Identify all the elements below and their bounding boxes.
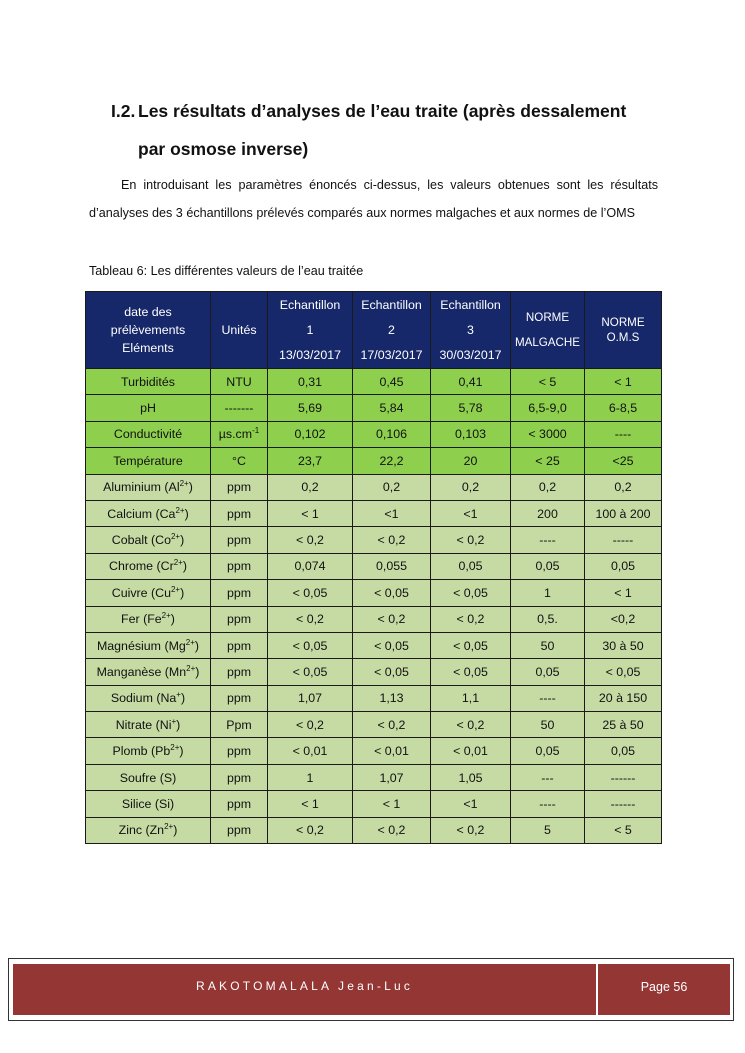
cell-norme-malgache: 200 xyxy=(511,500,585,526)
header-sample-3-date: 30/03/2017 xyxy=(439,347,502,362)
header-sample-2-number: 2 xyxy=(388,322,395,337)
table-row xyxy=(86,791,662,817)
unit-text: ppm xyxy=(226,612,252,627)
cell-norme-malgache: --- xyxy=(511,764,585,790)
cell-norme-malgache: ---- xyxy=(511,791,585,817)
cell-unit xyxy=(211,421,268,447)
cell-norme-oms: 6-8,5 xyxy=(585,395,662,421)
header-elements xyxy=(86,292,211,369)
unit-text: ppm xyxy=(226,506,252,521)
cell-norme-malgache: 0,05 xyxy=(511,738,585,764)
cell-norme-oms: ----- xyxy=(585,527,662,553)
cell-norme-malgache: ---- xyxy=(511,527,585,553)
cell-sample-2: <1 xyxy=(353,500,431,526)
table-row xyxy=(86,817,662,843)
element-charge: + xyxy=(171,716,177,726)
unit-text: ppm xyxy=(226,533,252,548)
element-close-paren: ) xyxy=(170,612,175,627)
header-sample-1 xyxy=(268,292,353,369)
cell-sample-2: < 0,05 xyxy=(353,659,431,685)
element-name: Fer (Fe xyxy=(121,612,162,627)
unit-text: ppm xyxy=(226,770,252,785)
cell-element xyxy=(86,580,211,606)
cell-sample-3: < 0,2 xyxy=(431,606,511,632)
cell-sample-2: 1,07 xyxy=(353,764,431,790)
cell-element xyxy=(86,553,211,579)
cell-sample-1: < 1 xyxy=(268,791,353,817)
cell-norme-malgache: 0,5. xyxy=(511,606,585,632)
header-norme-malgache xyxy=(511,292,585,369)
cell-sample-1: < 0,2 xyxy=(268,606,353,632)
cell-sample-1: 0,31 xyxy=(268,369,353,395)
cell-sample-3: <1 xyxy=(431,791,511,817)
cell-sample-2: 1,13 xyxy=(353,685,431,711)
table-row xyxy=(86,369,662,395)
cell-sample-3: < 0,01 xyxy=(431,738,511,764)
cell-norme-malgache: 50 xyxy=(511,712,585,738)
header-sample-2 xyxy=(353,292,431,369)
cell-sample-3: < 0,2 xyxy=(431,712,511,738)
element-charge: 2+ xyxy=(170,584,181,594)
cell-element xyxy=(86,448,211,474)
cell-element xyxy=(86,685,211,711)
element-close-paren: ) xyxy=(180,585,185,600)
cell-unit xyxy=(211,632,268,658)
unit-text: Ppm xyxy=(226,717,252,732)
header-norme-oms xyxy=(585,292,662,369)
cell-unit xyxy=(211,817,268,843)
cell-sample-3: 0,2 xyxy=(431,474,511,500)
header-sample-1-number: 1 xyxy=(306,322,314,337)
header-sample-1-label: Echantillon xyxy=(279,297,341,312)
cell-element xyxy=(86,738,211,764)
cell-sample-2: 5,84 xyxy=(353,395,431,421)
element-charge: 2+ xyxy=(170,743,180,753)
element-name: pH xyxy=(140,401,156,416)
cell-sample-2: < 0,2 xyxy=(353,606,431,632)
element-close-paren: ) xyxy=(179,744,184,759)
cell-element xyxy=(86,791,211,817)
cell-sample-3: 1,05 xyxy=(431,764,511,790)
cell-unit xyxy=(211,791,268,817)
cell-sample-3: 0,05 xyxy=(431,553,511,579)
cell-unit xyxy=(211,553,268,579)
cell-unit xyxy=(211,659,268,685)
element-name: Plomb (Pb xyxy=(112,744,171,759)
cell-norme-malgache: 0,05 xyxy=(511,659,585,685)
cell-unit xyxy=(211,712,268,738)
section-title-part1: Les résultats d’analyses de l’eau traite (après dessalement xyxy=(138,101,627,121)
element-name: Magnésium (Mg xyxy=(96,638,186,653)
cell-element xyxy=(86,500,211,526)
cell-sample-1: 0,074 xyxy=(268,553,353,579)
cell-norme-malgache: < 3000 xyxy=(511,421,585,447)
cell-norme-malgache: < 5 xyxy=(511,369,585,395)
element-name: Zinc (Zn xyxy=(118,823,165,838)
cell-sample-2: 0,45 xyxy=(353,369,431,395)
cell-element xyxy=(86,632,211,658)
table-row xyxy=(86,474,662,500)
header-sample-3 xyxy=(431,292,511,369)
cell-sample-2: < 0,01 xyxy=(353,738,431,764)
cell-element xyxy=(86,474,211,500)
cell-norme-malgache: 1 xyxy=(511,580,585,606)
element-charge: 2+ xyxy=(170,532,181,542)
cell-element xyxy=(86,395,211,421)
cell-unit xyxy=(211,738,268,764)
table-row xyxy=(86,659,662,685)
table-row xyxy=(86,527,662,553)
cell-sample-3: < 0,05 xyxy=(431,580,511,606)
footer-page-number: Page 56 xyxy=(598,964,730,1015)
cell-norme-oms: 30 à 50 xyxy=(585,632,662,658)
element-name: Nitrate (Ni xyxy=(115,717,172,732)
cell-norme-malgache: ---- xyxy=(511,685,585,711)
element-charge: 2+ xyxy=(173,558,183,568)
header-sample-3-number: 3 xyxy=(467,322,474,337)
table-row xyxy=(86,553,662,579)
cell-element xyxy=(86,527,211,553)
cell-sample-1: 5,69 xyxy=(268,395,353,421)
header-norme-oms-line2: O.M.S xyxy=(606,331,640,344)
unit-text: ppm xyxy=(226,691,252,706)
cell-norme-oms: 0,05 xyxy=(585,553,662,579)
element-name: Chrome (Cr xyxy=(109,559,174,574)
section-number: I.2. xyxy=(111,101,136,121)
element-close-paren: ) xyxy=(173,823,178,838)
element-close-paren: ) xyxy=(188,480,193,495)
cell-sample-3: < 0,05 xyxy=(431,659,511,685)
unit-text: ppm xyxy=(226,585,252,600)
table-row xyxy=(86,764,662,790)
unit-text: °C xyxy=(232,453,246,468)
element-name: Cobalt (Co xyxy=(111,533,171,548)
element-charge: 2+ xyxy=(179,479,189,489)
cell-unit xyxy=(211,395,268,421)
section-title-part2: par osmose inverse) xyxy=(138,139,309,159)
intro-paragraph: En introduisant les paramètres énoncés ci-dessus, les valeurs obtenues sont les résultats d’analyses des 3 échantillons prélevés comparés aux normes malgaches et aux normes de l’OMS xyxy=(89,178,658,220)
unit-text: NTU xyxy=(226,374,252,389)
header-elements-line2: prélèvements xyxy=(110,323,186,337)
element-name: Sodium (Na xyxy=(110,691,177,706)
cell-sample-3: < 0,05 xyxy=(431,632,511,658)
cell-sample-2: < 1 xyxy=(353,791,431,817)
element-name: Soufre (S) xyxy=(119,770,177,785)
element-charge: 2+ xyxy=(175,505,185,515)
cell-sample-1: < 0,2 xyxy=(268,527,353,553)
table-row xyxy=(86,500,662,526)
cell-norme-oms: 20 à 150 xyxy=(585,685,662,711)
cell-sample-3: 5,78 xyxy=(431,395,511,421)
cell-element xyxy=(86,659,211,685)
element-charge: + xyxy=(176,690,181,700)
cell-norme-oms: < 1 xyxy=(585,369,662,395)
element-name: Turbidités xyxy=(121,374,175,389)
cell-norme-oms: < 5 xyxy=(585,817,662,843)
element-close-paren: ) xyxy=(180,533,185,548)
unit-text: ppm xyxy=(226,480,252,495)
table-header-row xyxy=(86,292,662,369)
unit-text: ppm xyxy=(226,638,252,653)
section-heading xyxy=(111,92,671,168)
table-caption: Tableau 6: Les différentes valeurs de l’eau traitée xyxy=(89,264,364,278)
cell-norme-oms: <0,2 xyxy=(585,606,662,632)
unit-text: ppm xyxy=(226,744,252,759)
unit-text: ppm xyxy=(226,796,252,811)
element-name: Silice (Si) xyxy=(121,796,175,811)
cell-norme-malgache: 50 xyxy=(511,632,585,658)
cell-sample-3: 20 xyxy=(431,448,511,474)
element-close-paren: ) xyxy=(194,638,200,653)
header-units: Unités xyxy=(211,292,268,369)
cell-sample-2: < 0,2 xyxy=(353,527,431,553)
header-sample-1-date: 13/03/2017 xyxy=(278,347,341,362)
cell-norme-oms: 0,05 xyxy=(585,738,662,764)
element-close-paren: ) xyxy=(195,664,200,679)
table-row xyxy=(86,685,662,711)
cell-element xyxy=(86,817,211,843)
cell-sample-3: 0,41 xyxy=(431,369,511,395)
cell-norme-oms: 0,2 xyxy=(585,474,662,500)
cell-norme-malgache: 6,5-9,0 xyxy=(511,395,585,421)
table-row xyxy=(86,712,662,738)
cell-sample-1: < 1 xyxy=(268,500,353,526)
cell-sample-1: 23,7 xyxy=(268,448,353,474)
header-elements-line3: Eléments xyxy=(122,341,174,355)
unit-text: ------- xyxy=(224,401,254,416)
cell-sample-2: 22,2 xyxy=(353,448,431,474)
section-heading-line1 xyxy=(111,92,671,130)
element-name: Calcium (Ca xyxy=(107,506,176,521)
header-sample-2-date: 17/03/2017 xyxy=(360,347,423,362)
cell-sample-3: < 0,2 xyxy=(431,527,511,553)
table-row xyxy=(86,448,662,474)
cell-element xyxy=(86,764,211,790)
cell-sample-1: 1 xyxy=(268,764,353,790)
cell-element xyxy=(86,606,211,632)
element-close-paren: ) xyxy=(184,506,189,521)
element-name: Température xyxy=(113,453,183,468)
table-body xyxy=(86,369,662,844)
cell-unit xyxy=(211,764,268,790)
header-norme-malgache-line1: NORME xyxy=(525,311,570,324)
cell-norme-malgache: 5 xyxy=(511,817,585,843)
header-norme-malgache-line2: MALGACHE xyxy=(514,336,581,349)
cell-norme-oms: ---- xyxy=(585,421,662,447)
element-charge: 2+ xyxy=(185,637,195,647)
cell-norme-malgache: 0,05 xyxy=(511,553,585,579)
element-close-paren: ) xyxy=(182,559,187,574)
cell-sample-2: < 0,05 xyxy=(353,580,431,606)
header-elements-line1: date des xyxy=(124,305,172,319)
header-norme-oms-line1: NORME xyxy=(601,316,645,329)
cell-norme-oms: <25 xyxy=(585,448,662,474)
element-charge: 2+ xyxy=(161,611,171,621)
unit-text: µs.cm xyxy=(218,427,253,442)
cell-sample-1: 1,07 xyxy=(268,685,353,711)
cell-unit xyxy=(211,606,268,632)
cell-norme-malgache: < 25 xyxy=(511,448,585,474)
cell-sample-3: 0,103 xyxy=(431,421,511,447)
element-name: Conductivité xyxy=(113,427,183,442)
element-name: Manganèse (Mn xyxy=(96,664,187,679)
unit-text: ppm xyxy=(226,664,252,679)
cell-element xyxy=(86,421,211,447)
cell-sample-2: 0,055 xyxy=(353,553,431,579)
footer-author: RAKOTOMALALA Jean-Luc xyxy=(13,964,596,1015)
element-close-paren: ) xyxy=(176,717,181,732)
cell-sample-1: < 0,2 xyxy=(268,817,353,843)
table-row xyxy=(86,632,662,658)
cell-unit xyxy=(211,685,268,711)
header-sample-3-label: Echantillon xyxy=(440,297,501,312)
cell-sample-3: < 0,2 xyxy=(431,817,511,843)
cell-sample-3: 1,1 xyxy=(431,685,511,711)
element-name: Aluminium (Al xyxy=(103,480,180,495)
cell-unit xyxy=(211,474,268,500)
cell-element xyxy=(86,369,211,395)
table-row xyxy=(86,738,662,764)
cell-norme-oms: < 1 xyxy=(585,580,662,606)
cell-sample-2: 0,2 xyxy=(353,474,431,500)
cell-sample-2: < 0,2 xyxy=(353,817,431,843)
cell-sample-2: < 0,2 xyxy=(353,712,431,738)
table-row xyxy=(86,606,662,632)
results-table xyxy=(85,291,662,844)
unit-text: ppm xyxy=(226,559,252,574)
element-name: Cuivre (Cu xyxy=(111,585,171,600)
cell-norme-oms: < 0,05 xyxy=(585,659,662,685)
table-row xyxy=(86,421,662,447)
element-charge: 2+ xyxy=(164,822,174,832)
cell-unit xyxy=(211,448,268,474)
cell-norme-oms: 25 à 50 xyxy=(585,712,662,738)
cell-unit xyxy=(211,527,268,553)
element-charge: 2+ xyxy=(186,663,196,673)
cell-norme-oms: 100 à 200 xyxy=(585,500,662,526)
cell-sample-2: 0,106 xyxy=(353,421,431,447)
cell-sample-1: < 0,2 xyxy=(268,712,353,738)
cell-sample-1: < 0,05 xyxy=(268,632,353,658)
cell-sample-1: < 0,01 xyxy=(268,738,353,764)
element-close-paren: ) xyxy=(180,691,186,706)
cell-norme-malgache: 0,2 xyxy=(511,474,585,500)
cell-unit xyxy=(211,580,268,606)
cell-sample-1: < 0,05 xyxy=(268,580,353,606)
cell-sample-2: < 0,05 xyxy=(353,632,431,658)
header-sample-2-label: Echantillon xyxy=(361,297,422,312)
cell-sample-3: <1 xyxy=(431,500,511,526)
cell-sample-1: < 0,05 xyxy=(268,659,353,685)
cell-unit xyxy=(211,369,268,395)
cell-norme-oms: ------ xyxy=(585,764,662,790)
unit-exponent: -1 xyxy=(252,426,260,436)
cell-unit xyxy=(211,500,268,526)
table-row xyxy=(86,580,662,606)
cell-norme-oms: ------ xyxy=(585,791,662,817)
table-row xyxy=(86,395,662,421)
cell-sample-1: 0,2 xyxy=(268,474,353,500)
cell-element xyxy=(86,712,211,738)
unit-text: ppm xyxy=(226,823,252,838)
cell-sample-1: 0,102 xyxy=(268,421,353,447)
